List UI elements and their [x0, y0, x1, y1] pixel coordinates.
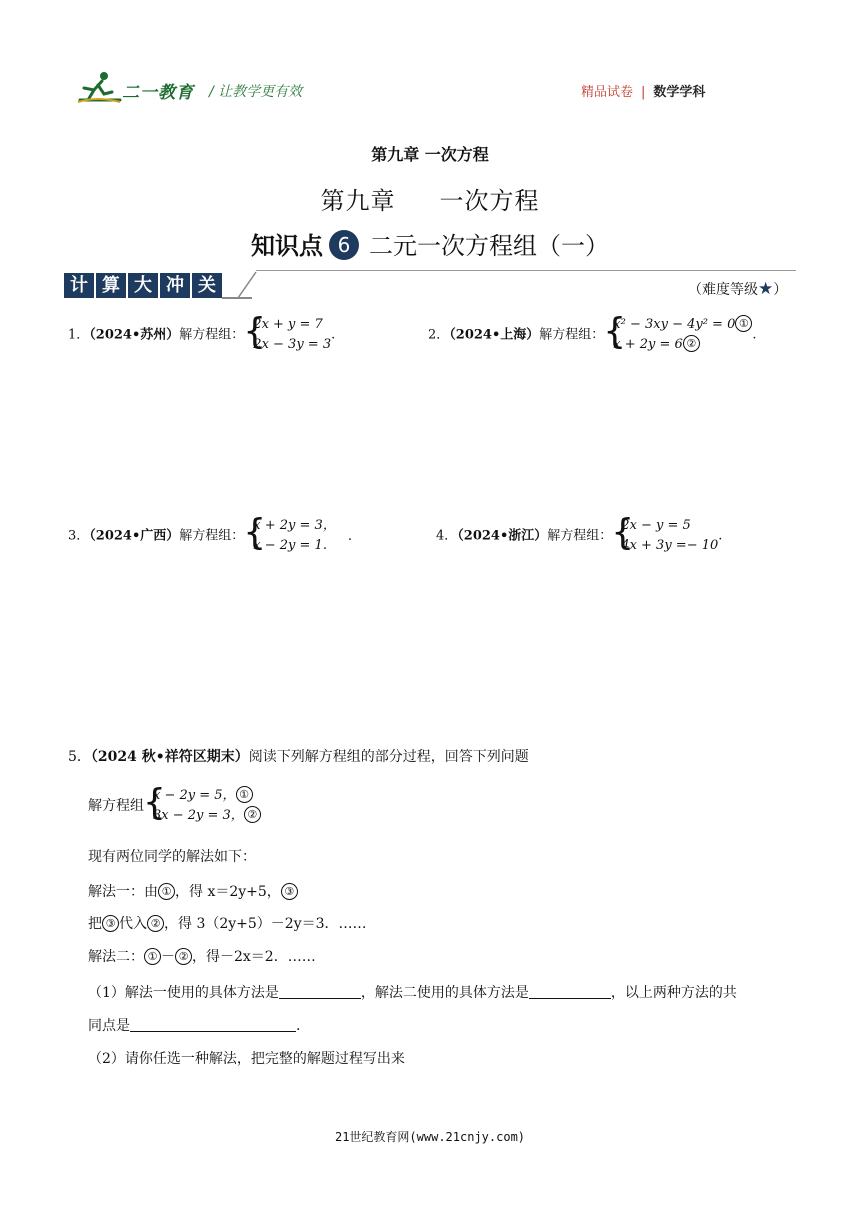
q2-eq2-mark: ②	[683, 335, 700, 352]
header-tags	[581, 81, 705, 100]
q5-line4	[88, 946, 316, 966]
q2-num: 2．	[428, 327, 450, 343]
q5-sub2: （2）请你任选一种解法，把完整的解题过程写出来	[88, 1051, 405, 1067]
banner-char: 算	[96, 273, 126, 298]
q5-line2-mark2: ③	[281, 883, 298, 900]
runner-icon	[74, 70, 122, 106]
question-4	[436, 512, 723, 556]
q2-end: .	[752, 327, 757, 343]
answer-blank-1[interactable]	[279, 984, 361, 999]
q5-eq2-mark: ②	[244, 806, 261, 823]
q4-prompt: 解方程组：	[547, 528, 613, 544]
banner-slant-line	[238, 271, 278, 299]
star-icon: ★	[758, 279, 774, 299]
q4-equation-system: { 2x − y = 5 4x + 3y =− 10	[612, 516, 718, 556]
q3-eq2: x − 2y = 1.	[253, 538, 327, 553]
q5-sub1	[88, 982, 737, 1002]
chapter-big-title	[0, 181, 860, 216]
q5-line3-a: 把	[88, 916, 102, 932]
q5-line4-b: －	[161, 949, 175, 965]
q5-system-line	[88, 782, 261, 826]
answer-blank-3[interactable]	[130, 1017, 296, 1032]
section-banner	[64, 273, 224, 299]
q1-end: .	[331, 327, 336, 343]
knowledge-label: 知识点	[251, 232, 323, 260]
brand-name: 二一教育	[122, 83, 194, 103]
q5-equation-system: { x − 2y = 5， ① 3x − 2y = 3， ②	[144, 786, 261, 826]
q3-num: 3．	[68, 528, 90, 544]
q2-eq1-mark: ①	[735, 315, 752, 332]
q5-sub1-cont	[88, 1015, 300, 1035]
q2-equation-system: { x² − 3xy − 4y² = 0 ① x + 2y = 6 ②	[604, 315, 752, 355]
q1-prompt: 解方程组：	[179, 327, 245, 343]
q5-line3-b: 代入	[119, 916, 147, 932]
q4-end: .	[718, 528, 723, 544]
q5-eq1-mark: ①	[236, 786, 253, 803]
q3-prompt: 解方程组：	[179, 528, 245, 544]
chapter-big-a: 第九章	[320, 187, 396, 215]
difficulty-close: ）	[773, 282, 788, 298]
brand-slogan: / 让教学更有效	[209, 84, 303, 100]
question-3	[68, 512, 352, 556]
q5-sys-prompt: 解方程组	[88, 798, 144, 814]
difficulty-level	[688, 279, 787, 299]
chapter-small-title: 第九章 一次方程	[371, 145, 489, 164]
q5-line2-mark: ①	[158, 883, 175, 900]
q5-line2-b: ，得 x＝2y+5，	[175, 884, 281, 900]
banner-char: 计	[64, 273, 94, 298]
question-2	[428, 311, 757, 355]
q5-sub1-e: .	[296, 1018, 301, 1034]
q2-source: （2024•上海）	[449, 327, 540, 343]
difficulty-text: （难度等级	[688, 282, 758, 298]
tag-right: 数学学科	[653, 85, 706, 100]
answer-blank-2[interactable]	[529, 984, 611, 999]
q5-line2	[88, 881, 298, 901]
q5-sub1-d: 同点是	[88, 1018, 130, 1034]
q5-line3	[88, 913, 367, 933]
q2-eq2: x + 2y = 6	[613, 337, 683, 352]
q1-equation-system: { 2x + y = 7 2x − 3y = 3	[244, 315, 331, 355]
q1-num: 1．	[68, 327, 90, 343]
chapter-big-b: 一次方程	[439, 187, 540, 215]
q5-prompt: 阅读下列解方程组的部分过程，回答下列问题	[248, 749, 529, 765]
q3-equation-system: { x + 2y = 3， x − 2y = 1.	[244, 516, 336, 556]
q5-line4-mark: ①	[144, 948, 161, 965]
q5-sub1-a: （1）解法一使用的具体方法是	[88, 985, 279, 1001]
q5-line3-c: ，得 3（2y+5）－2y＝3．……	[164, 916, 367, 932]
q5-line3-mark2: ②	[147, 915, 164, 932]
banner-top-line	[256, 270, 796, 271]
q5-line4-a: 解法二：	[88, 949, 144, 965]
q4-num: 4．	[436, 528, 458, 544]
banner-char: 冲	[160, 273, 190, 298]
q5-sub1-c: ，以上两种方法的共	[610, 985, 737, 1001]
q1-source: （2024•苏州）	[89, 327, 180, 343]
knowledge-title: 二元一次方程组（一）	[369, 232, 609, 260]
tag-left: 精品试卷	[581, 85, 634, 100]
q5-line4-mark2: ②	[175, 948, 192, 965]
q5-source: （2024 秋•祥符区期末）	[90, 749, 249, 765]
q5-sub1-b: ，解法二使用的具体方法是	[360, 985, 529, 1001]
question-5	[68, 746, 529, 766]
q2-eq1: x² − 3xy − 4y² = 0	[613, 317, 736, 332]
tag-separator: |	[641, 85, 646, 100]
footer-source: 21世纪教育网(www.21cnjy.com)	[334, 1130, 526, 1144]
banner-char: 大	[128, 273, 158, 298]
q5-line1: 现有两位同学的解法如下：	[88, 849, 256, 865]
knowledge-point-title	[0, 226, 860, 261]
q5-num: 5．	[68, 749, 91, 765]
knowledge-number-badge: 6	[329, 230, 359, 260]
q5-eq1: x − 2y = 5，	[153, 788, 236, 803]
q5-eq2: 3x − 2y = 3，	[153, 808, 244, 823]
q3-eq1: x + 2y = 3，	[253, 518, 336, 533]
q2-prompt: 解方程组：	[539, 327, 605, 343]
question-1	[68, 311, 336, 355]
q1-eq2: 2x − 3y = 3	[253, 337, 332, 352]
banner-char: 关	[192, 273, 222, 298]
q5-line2-a: 解法一：由	[88, 884, 158, 900]
q4-eq1: 2x − y = 5	[621, 518, 691, 533]
q5-line3-mark: ③	[102, 915, 119, 932]
q4-source: （2024•浙江）	[457, 528, 548, 544]
q1-eq1: 2x + y = 7	[253, 317, 323, 332]
q4-eq2: 4x + 3y =− 10	[621, 538, 719, 553]
q3-end: .	[347, 528, 352, 544]
q5-line4-c: ，得－2x＝2．……	[192, 949, 316, 965]
q3-source: （2024•广西）	[89, 528, 180, 544]
